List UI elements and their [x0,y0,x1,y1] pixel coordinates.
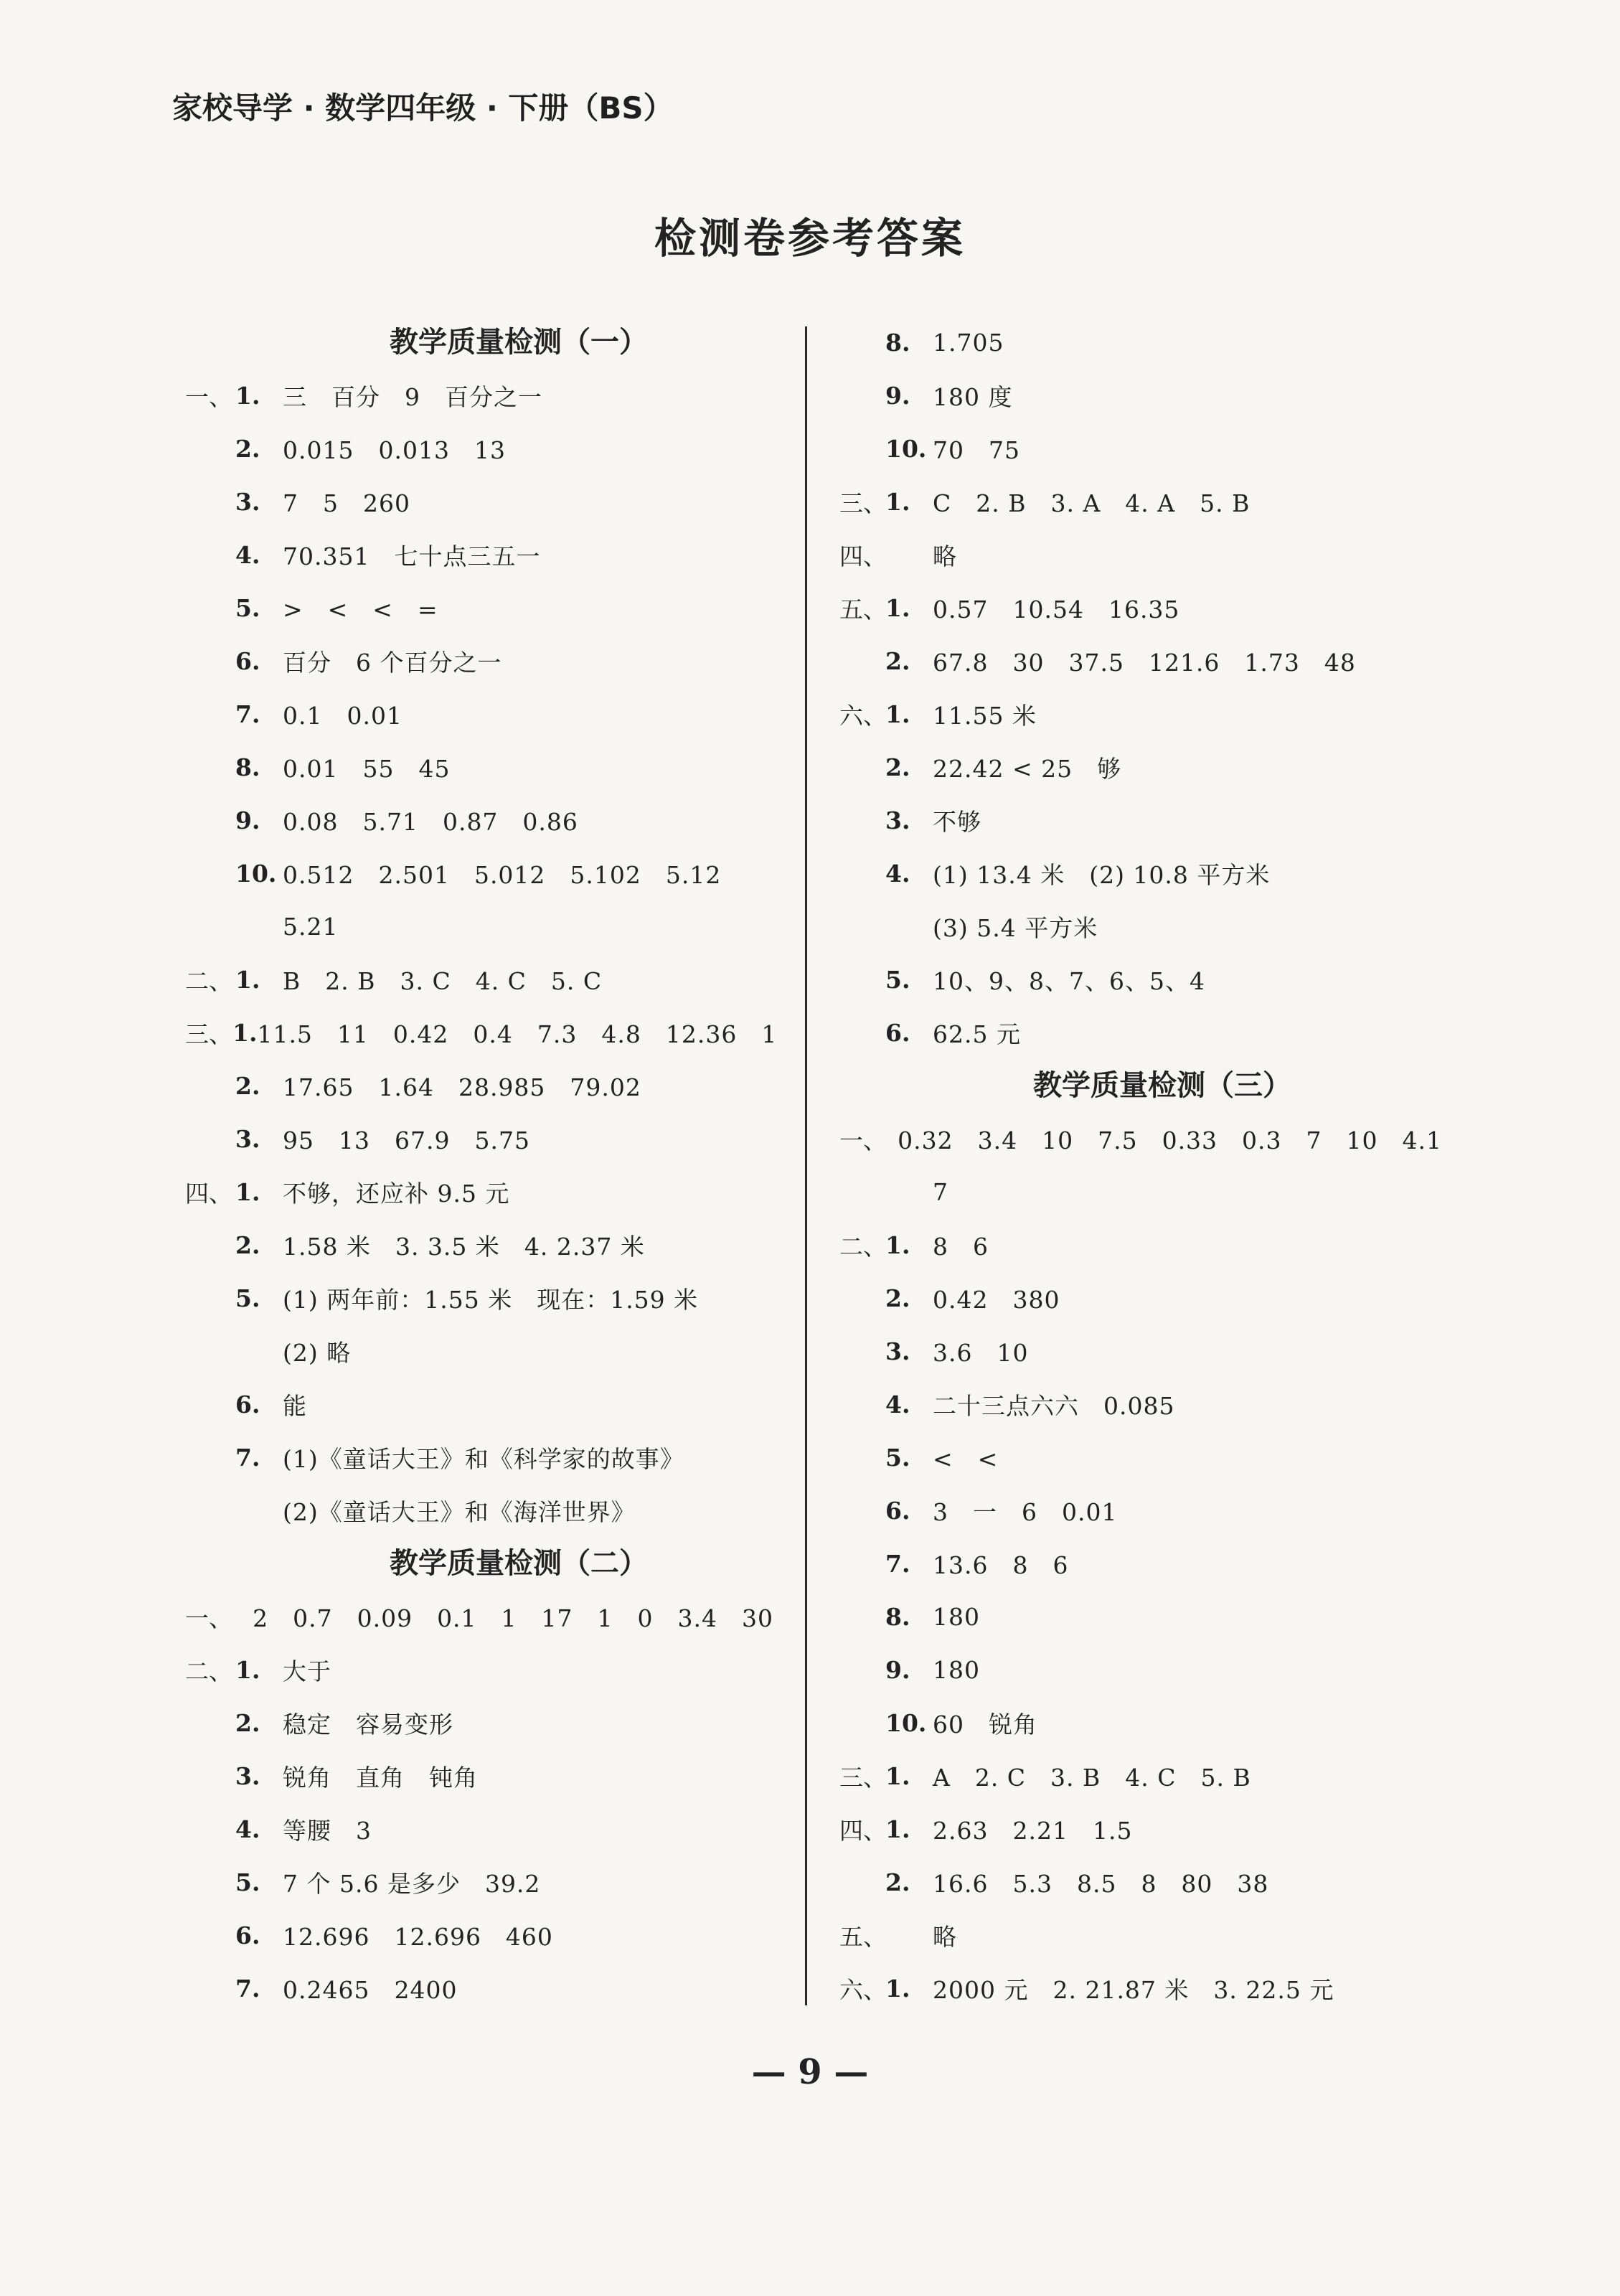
question-number: 6. [885,1496,910,1525]
answer-row [839,1962,1442,2015]
answer-text: A 2. C 3. B 4. C 5. B [933,1763,1251,1792]
answer-row [839,794,1442,847]
question-number: 2. [885,1284,910,1312]
question-group-label: 四、 [839,542,887,570]
question-group-label: 四、 [839,1816,887,1845]
answer-row [185,1165,773,1218]
answer-row [185,900,773,953]
question-group-label: 一、 [185,382,232,411]
answer-text: (3) 5.4 平方米 [933,913,1098,942]
question-number: 7. [235,1443,260,1472]
answer-row [839,422,1442,475]
answer-text: 16.6 5.3 8.5 8 80 38 [933,1869,1269,1898]
question-number: 10. [885,1708,927,1737]
question-number: 2. [885,646,910,675]
answer-row [839,1112,1442,1165]
answer-row [185,1962,773,2015]
answer-row [185,1696,773,1749]
answer-text: 0.2465 2400 [283,1975,458,2004]
right-column [839,316,1442,2015]
question-number: 1. [235,965,260,994]
question-group-label: 二、 [839,1232,887,1261]
answer-text: 不够 [933,807,981,836]
answer-text: 13.6 8 6 [933,1551,1069,1579]
question-group-label: 四、 [185,1179,232,1208]
answer-row [185,581,773,634]
question-number: 6. [235,1390,260,1418]
answer-text: 3.6 10 [933,1338,1029,1367]
question-number: 10. [235,859,277,888]
answer-row [185,369,773,422]
question-group-label: 三、 [185,1020,232,1048]
question-number: 4. [885,859,910,888]
answer-row [185,1218,773,1271]
answer-text: 略 [933,1922,957,1951]
answer-text: 0.08 5.71 0.87 0.86 [283,807,578,836]
answer-row [185,687,773,740]
answer-row [839,1855,1442,1909]
question-group-label: 三、 [839,1763,887,1792]
answer-text: 2.63 2.21 1.5 [933,1816,1133,1845]
question-group-label: 一、 [839,1126,887,1154]
question-number: 5. [885,1443,910,1472]
answer-row [839,1909,1442,1962]
answer-row [185,1590,773,1643]
answer-row [185,528,773,581]
question-number: 6. [885,1018,910,1047]
answer-text: 62.5 元 [933,1020,1021,1048]
question-number: 2. [885,1868,910,1896]
answer-text: 10、9、8、7、6、5、4 [933,966,1205,995]
answer-text: > < < = [283,595,438,624]
answer-text: 17.65 1.64 28.985 79.02 [283,1073,641,1101]
question-number: 7. [235,700,260,728]
column-divider [805,326,807,2005]
answer-text: 2000 元 2. 21.87 米 3. 22.5 元 [933,1975,1334,2004]
answer-row [839,528,1442,581]
question-number: 9. [235,806,260,834]
answer-row [839,1749,1442,1802]
question-number: 5. [235,593,260,622]
question-number: 7. [235,1974,260,2003]
answer-text: 67.8 30 37.5 121.6 1.73 48 [933,648,1356,677]
answer-text: 百分 6 个百分之一 [283,648,502,677]
answer-text: 大于 [283,1657,331,1685]
answer-text: 0.1 0.01 [283,701,402,730]
question-group-label: 一、 [185,1604,232,1632]
answer-text: 95 13 67.9 5.75 [283,1126,530,1154]
answer-row [185,740,773,794]
question-number: 8. [885,328,910,357]
answer-row [839,1590,1442,1643]
answer-text: 11.55 米 [933,701,1037,730]
answer-text: 0.42 380 [933,1285,1060,1314]
answer-row [185,422,773,475]
question-number: 9. [885,1655,910,1684]
question-number: 1. [885,593,910,622]
question-number: 3. [885,806,910,834]
answer-text: 12.696 12.696 460 [283,1922,553,1951]
answer-text: 0.01 55 45 [283,754,451,783]
answer-text: 2 0.7 0.09 0.1 1 17 1 0 3.4 30 [253,1604,773,1632]
question-number: 1. [885,1815,910,1843]
question-number: 5. [235,1284,260,1312]
answer-row [185,1271,773,1325]
question-group-label: 三、 [839,489,887,517]
question-group-label: 二、 [185,1657,232,1685]
page-number: — 9 — [751,2052,869,2092]
left-column [185,316,778,2015]
answer-text: 二十三点六六 0.085 [933,1391,1175,1420]
answer-text: 不够，还应补 9.5 元 [283,1179,510,1208]
answer-row [839,1537,1442,1590]
answer-row [839,1271,1442,1325]
question-number: 8. [885,1602,910,1631]
answer-text: (1) 两年前：1.55 米 现在：1.59 米 [283,1285,699,1314]
question-number: 5. [885,965,910,994]
question-number: 3. [235,1124,260,1153]
answer-text: B 2. B 3. C 4. C 5. C [283,966,603,995]
question-number: 7. [885,1549,910,1578]
question-number: 6. [235,1921,260,1949]
question-number: 1. [235,381,260,410]
page-title: 检测卷参考答案 [654,214,966,263]
question-number: 4. [235,1815,260,1843]
answer-row [185,1749,773,1802]
answer-text: 70 75 [933,436,1020,464]
answer-row [839,1643,1442,1696]
answer-row [839,1218,1442,1271]
answer-text: < < [933,1444,999,1473]
answer-text: (1) 13.4 米 (2) 10.8 平方米 [933,860,1271,889]
question-number: 4. [235,540,260,569]
question-number: 1. [235,1655,260,1684]
answer-row [839,953,1442,1006]
question-number: 1. [885,1974,910,2003]
section-title: 教学质量检测（三） [1033,1068,1291,1102]
answer-text: 11.5 11 0.42 0.4 7.3 4.8 12.36 1 [257,1020,778,1048]
question-group-label: 五、 [839,595,887,624]
question-number: 1. [885,1231,910,1259]
answer-text: 0.512 2.501 5.012 5.102 5.12 [283,860,722,889]
answer-row [839,1378,1442,1431]
answer-text: 0.57 10.54 16.35 [933,595,1180,624]
question-number: 10. [885,434,927,463]
question-number: 2. [885,753,910,781]
answer-text: 1.705 [933,328,1004,357]
answer-text: 1.58 米 3. 3.5 米 4. 2.37 米 [283,1232,645,1261]
answer-row [839,687,1442,740]
answer-text: 8 6 [933,1232,989,1261]
answer-text: (2)《童话大王》和《海洋世界》 [283,1497,636,1526]
answer-row [839,1431,1442,1484]
answer-row [839,369,1442,422]
question-group-label: 五、 [839,1922,887,1951]
question-number: 2. [235,434,260,463]
question-group-label: 二、 [185,966,232,995]
question-number: 3. [885,1337,910,1365]
answer-row [839,1484,1442,1537]
answer-row [839,900,1442,953]
answer-text: 7 5 260 [283,489,410,517]
question-number: 3. [235,487,260,516]
answer-row [185,953,773,1006]
section-title: 教学质量检测（一） [390,325,648,359]
answer-text: 0.32 3.4 10 7.5 0.33 0.3 7 10 4.1 [898,1126,1442,1154]
answer-row [839,1696,1442,1749]
answer-text: 180 [933,1602,980,1631]
answer-text: 锐角 直角 钝角 [283,1763,478,1792]
answer-text: 180 度 [933,382,1013,411]
answer-row [839,581,1442,634]
question-group-label: 六、 [839,1975,887,2004]
question-number: 1. [885,487,910,516]
answer-text: 7 [933,1177,948,1206]
answer-text: C 2. B 3. A 4. A 5. B [933,489,1251,517]
answer-text: 3 一 6 0.01 [933,1497,1118,1526]
answer-row [185,1802,773,1855]
answer-row [185,847,773,900]
answer-text: 7 个 5.6 是多少 39.2 [283,1869,541,1898]
answer-row [185,1006,778,1059]
answer-row [185,1378,773,1431]
answer-row [185,475,773,528]
answer-text: 三 百分 9 百分之一 [283,382,542,411]
answer-row [839,847,1442,900]
answer-row [839,1165,1442,1218]
answer-text: 60 锐角 [933,1710,1037,1739]
answer-row [839,1802,1442,1855]
question-number: 1. [235,1177,260,1206]
answer-row [185,1325,773,1378]
question-number: 1. [885,700,910,728]
answer-text: 70.351 七十点三五一 [283,542,541,570]
question-number: 2. [235,1231,260,1259]
question-number: 2. [235,1071,260,1100]
answer-row [839,1325,1442,1378]
question-group-label: 六、 [839,701,887,730]
question-number: 2. [235,1708,260,1737]
answer-row [185,1855,773,1909]
answer-row [839,740,1442,794]
question-number: 3. [235,1761,260,1790]
question-number: 1. [885,1761,910,1790]
question-number: 9. [885,381,910,410]
answer-row [839,634,1442,687]
answer-row [839,316,1442,369]
answer-row [185,1431,773,1484]
answer-text: 22.42 < 25 够 [933,754,1122,783]
question-number: 6. [235,646,260,675]
answer-row [185,1059,773,1112]
answer-row [185,634,773,687]
answer-text: 5.21 [283,912,339,941]
answer-text: 稳定 容易变形 [283,1710,453,1739]
answer-row [185,1484,773,1537]
answer-text: 0.015 0.013 13 [283,436,506,464]
answer-row [185,794,773,847]
question-number: 8. [235,753,260,781]
answer-row [185,1112,773,1165]
answer-row [185,1643,773,1696]
answer-text: 能 [283,1391,307,1420]
answer-text: 等腰 3 [283,1816,372,1845]
section-title: 教学质量检测（二） [390,1546,648,1580]
answer-row [839,1006,1442,1059]
answer-text: (2) 略 [283,1338,352,1367]
question-number: 5. [235,1868,260,1896]
answer-text: 略 [933,542,957,570]
answer-row [839,475,1442,528]
answer-row [185,1909,773,1962]
book-header: 家校导学 · 数学四年级 · 下册（BS） [172,90,674,126]
answer-text: (1)《童话大王》和《科学家的故事》 [283,1444,684,1473]
question-number: 1. [232,1018,258,1047]
answer-text: 180 [933,1655,980,1684]
question-number: 4. [885,1390,910,1418]
